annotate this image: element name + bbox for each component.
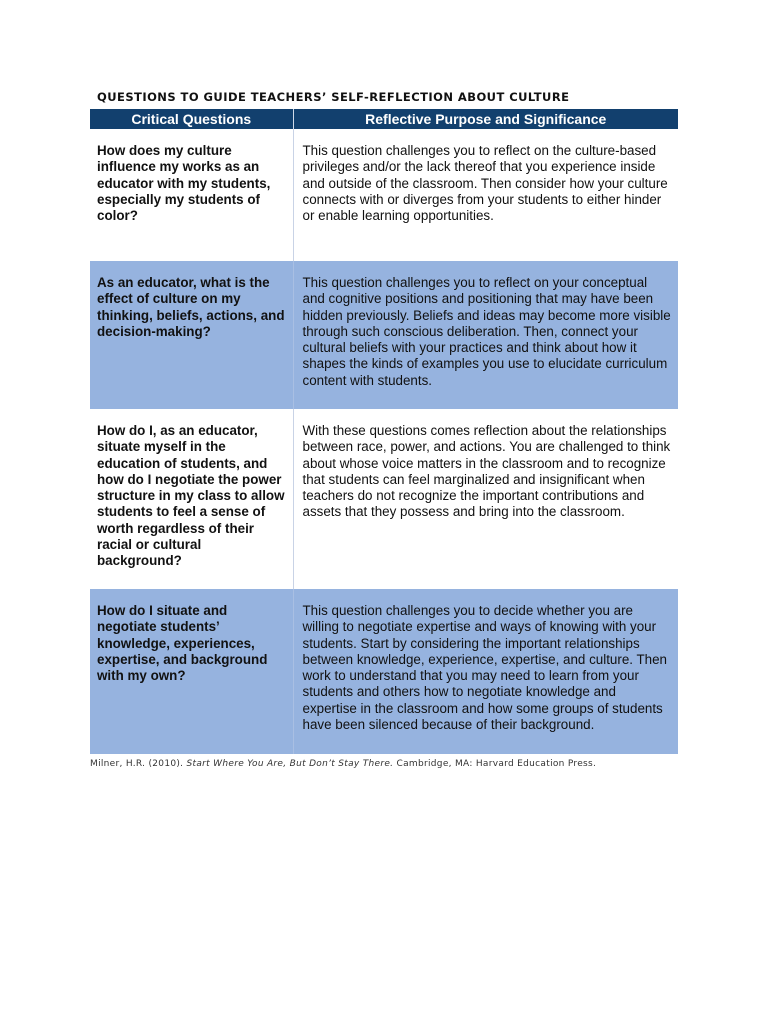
table-row [90, 129, 678, 261]
table-row [90, 589, 678, 754]
table-row [90, 409, 678, 589]
question-cell: How do I situate and negotiate students’ knowledge, experiences, expertise, and background with my own? [90, 589, 293, 754]
column-header-reflective-purpose: Reflective Purpose and Significance [293, 109, 678, 129]
citation-publisher: Cambridge, MA: Harvard Education Press. [396, 759, 597, 769]
column-header-critical-questions: Critical Questions [90, 109, 293, 129]
question-cell: As an educator, what is the effect of culture on my thinking, beliefs, actions, and decision-making? [90, 261, 293, 409]
document-title: QUESTIONS TO GUIDE TEACHERS’ SELF-REFLECTION ABOUT CULTURE [97, 90, 570, 104]
reflection-table [90, 109, 678, 754]
purpose-cell: With these questions comes reflection about the relationships between race, power, and actions. You are challenged to think about whose voice matters in the classroom and to recognize that students can feel marginalized and insignificant when teachers do not recognize the important contributions and assets that they possess and bring into the classroom. [293, 409, 678, 589]
citation-work-title: Start Where You Are, But Don’t Stay There. [186, 759, 394, 769]
purpose-cell: This question challenges you to decide whether you are willing to negotiate expertise and ways of knowing with your students. Start by considering the important relationships between knowledge, experience, expertise, and culture. Then work to understand that you may need to learn from your students and others how to negotiate knowledge and expertise in the classroom and how some groups of students have been silenced because of their background. [293, 589, 678, 754]
question-cell: How does my culture influence my works as an educator with my students, especially my students of color? [90, 129, 293, 261]
table-header-row [90, 109, 678, 129]
purpose-cell: This question challenges you to reflect on your conceptual and cognitive positions and positioning that may have been hidden previously. Beliefs and ideas may become more visible through such conscious deliberation. Then, connect your cultural beliefs with your practices and think about how it shapes the kinds of examples you use to elucidate curriculum content with students. [293, 261, 678, 409]
citation [90, 759, 730, 769]
table-row [90, 261, 678, 409]
citation-author: Milner, H.R. (2010). [90, 759, 184, 769]
question-cell: How do I, as an educator, situate myself in the education of students, and how do I negotiate the power structure in my class to allow students to feel a sense of worth regardless of their racial or cultural background? [90, 409, 293, 589]
purpose-cell: This question challenges you to reflect on the culture-based privileges and/or the lack thereof that you experience inside and outside of the classroom. Then consider how your culture connects with or diverges from your students to either hinder or enable learning opportunities. [293, 129, 678, 261]
